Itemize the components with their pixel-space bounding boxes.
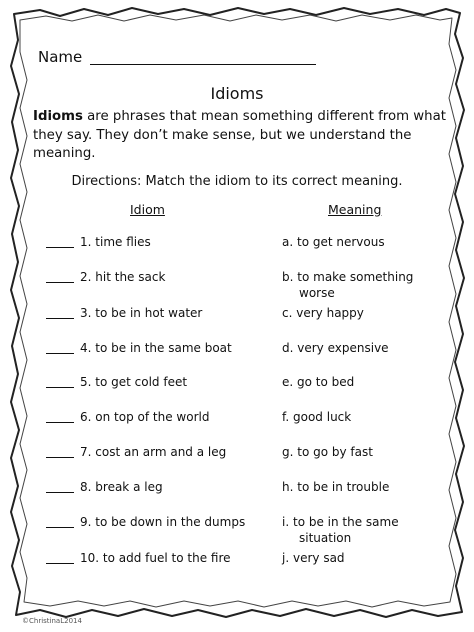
answer-blank[interactable] xyxy=(46,549,74,564)
idiom-text: time flies xyxy=(95,235,151,249)
idiom-number: 2. xyxy=(80,270,92,284)
idiom-text: break a leg xyxy=(95,480,163,494)
meaning-letter: b. xyxy=(282,270,294,284)
meaning-letter: g. xyxy=(282,445,294,459)
meaning-letter: f. xyxy=(282,410,290,424)
idiom-row xyxy=(46,480,163,495)
idiom-row xyxy=(46,375,187,390)
idiom-text: hit the sack xyxy=(95,270,166,284)
idiom-text: on top of the world xyxy=(95,410,210,424)
directions-text: Directions: Match the idiom to its correct meaning. xyxy=(71,174,403,189)
answer-blank[interactable] xyxy=(46,373,74,388)
intro-paragraph xyxy=(33,108,453,164)
meaning-text: go to bed xyxy=(297,375,355,389)
idiom-number: 7. xyxy=(80,445,92,459)
meaning-letter: h. xyxy=(282,480,294,494)
meaning-text: very expensive xyxy=(297,341,389,355)
meaning-item xyxy=(282,340,389,356)
meaning-letter: j. xyxy=(282,551,290,565)
meaning-text: very sad xyxy=(292,551,345,565)
intro-text: are phrases that mean something different from what they say. They don’t make sense, but we understand the meaning. xyxy=(33,109,446,161)
meaning-item xyxy=(282,550,345,566)
meaning-letter: c. xyxy=(282,306,293,320)
copyright-note: ©ChristinaL2014 xyxy=(22,617,82,625)
meaning-item xyxy=(282,514,399,546)
meaning-text: very happy xyxy=(296,306,364,320)
answer-blank[interactable] xyxy=(46,233,74,248)
idiom-row xyxy=(46,410,209,425)
idiom-text: to be down in the dumps xyxy=(95,515,246,529)
meaning-letter: i. xyxy=(282,515,290,529)
idiom-number: 3. xyxy=(80,306,92,320)
idiom-text: to be in the same boat xyxy=(95,341,232,355)
meaning-column-header: Meaning xyxy=(328,202,382,217)
meaning-text-continued: worse xyxy=(299,286,335,300)
idiom-number: 8. xyxy=(80,480,92,494)
meaning-item xyxy=(282,374,354,390)
meaning-letter: a. xyxy=(282,235,294,249)
meaning-text: to be in the same xyxy=(292,515,399,529)
idiom-text: cost an arm and a leg xyxy=(95,445,227,459)
idiom-number: 9. xyxy=(80,515,92,529)
answer-blank[interactable] xyxy=(46,443,74,458)
meaning-text: to make something xyxy=(297,270,414,284)
answer-blank[interactable] xyxy=(46,268,74,283)
meaning-text: to get nervous xyxy=(297,235,385,249)
idiom-row xyxy=(46,515,245,530)
idiom-number: 5. xyxy=(80,375,92,389)
answer-blank[interactable] xyxy=(46,513,74,528)
meaning-item xyxy=(282,444,373,460)
meaning-text: good luck xyxy=(293,410,352,424)
meaning-text-continued: situation xyxy=(299,531,352,545)
answer-blank[interactable] xyxy=(46,478,74,493)
idiom-text: to be in hot water xyxy=(95,306,203,320)
idiom-number: 1. xyxy=(80,235,92,249)
answer-blank[interactable] xyxy=(46,408,74,423)
answer-blank[interactable] xyxy=(46,304,74,319)
idiom-text: to get cold feet xyxy=(95,375,188,389)
meaning-text: to be in trouble xyxy=(297,480,390,494)
idiom-number: 10. xyxy=(80,551,100,565)
idiom-row xyxy=(46,270,165,285)
meaning-item xyxy=(282,269,413,301)
meaning-item xyxy=(282,479,389,495)
answer-blank[interactable] xyxy=(46,339,74,354)
idiom-row xyxy=(46,551,231,566)
idiom-row xyxy=(46,341,232,356)
meaning-text: to go by fast xyxy=(297,445,373,459)
name-field-row xyxy=(38,48,316,67)
meaning-letter: d. xyxy=(282,341,294,355)
meaning-item xyxy=(282,305,364,321)
idiom-number: 6. xyxy=(80,410,92,424)
page-title: Idioms xyxy=(210,84,264,103)
idiom-row xyxy=(46,235,151,250)
idiom-row xyxy=(46,306,202,321)
idiom-text: to add fuel to the fire xyxy=(102,551,231,565)
meaning-item xyxy=(282,234,385,250)
idiom-row xyxy=(46,445,226,460)
name-label: Name xyxy=(38,48,83,66)
meaning-item xyxy=(282,409,351,425)
idiom-number: 4. xyxy=(80,341,92,355)
intro-term: Idioms xyxy=(33,109,83,124)
idiom-column-header: Idiom xyxy=(130,202,165,217)
name-blank-line[interactable] xyxy=(90,46,316,65)
meaning-letter: e. xyxy=(282,375,294,389)
